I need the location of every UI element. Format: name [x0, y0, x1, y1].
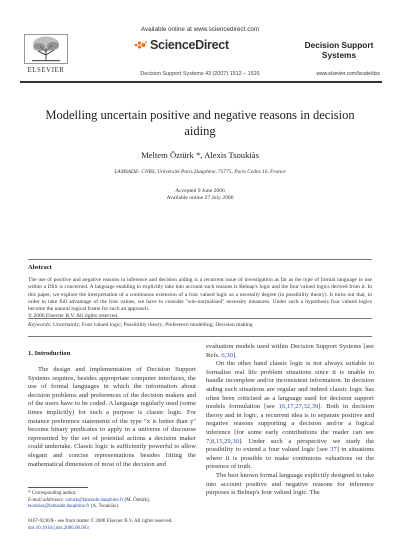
keywords-rule — [28, 336, 372, 337]
citation-link[interactable]: 37 — [330, 446, 337, 454]
sciencedirect-mark-icon — [134, 40, 147, 50]
email-link-1[interactable]: ozturk@lamsade.dauphine.fr — [65, 497, 124, 503]
keywords-label: Keywords: — [28, 322, 52, 328]
online-date: Available online 27 July 2006 — [166, 195, 234, 202]
right-paragraph-1: evaluation models used within Decision Support Systems [see Refs. 6,30]. — [206, 343, 374, 359]
issn-line: 0167-9236/$ - see front matter © 2006 Elsevier B.V. All rights reserved. — [28, 519, 173, 524]
article-dates — [100, 188, 300, 203]
abstract-body — [28, 277, 372, 321]
journal-name — [303, 41, 375, 61]
doi-link[interactable]: doi:10.1016/j.dss.2006.06.003 — [28, 525, 89, 531]
platform-name: ScienceDirect — [150, 38, 229, 52]
journal-url[interactable]: www.elsevier.com/locate/dss — [316, 71, 380, 77]
footnote — [28, 491, 228, 511]
section-heading: 1. Introduction — [28, 350, 71, 357]
email-name-1: (M. Öztürk), — [124, 497, 150, 503]
author-affiliation: LAMSADE- CNRS, Université Paris Dauphine, 75775, Paris Cedex 16, France — [114, 169, 286, 175]
abstract-heading: Abstract — [28, 264, 52, 271]
corresponding-author-note: * Corresponding author. — [28, 491, 77, 496]
article-title: Modelling uncertain positive and negative reasons in decision aiding — [45, 108, 355, 138]
email-label: E-mail addresses: — [28, 497, 65, 503]
keywords — [28, 322, 372, 328]
accepted-date: Accepted 9 June 2006 — [175, 188, 225, 194]
journal-name-line2: Systems — [321, 49, 357, 60]
email-name-2: (A. Tsoukiàs). — [90, 504, 120, 509]
abstract-top-rule — [28, 259, 372, 260]
citation-link[interactable]: 7,8,15,29,30 — [206, 437, 239, 445]
right-paragraph-3: The best known formal language explicitly designed to take into account positive and negative reasons for inference purposes is Belnap's four valued logic. The — [206, 471, 374, 497]
abstract-text: The use of positive and negative reasons in inference and decision aiding is a recurrent issue of investigation as far as the type of formal language to use within a DSS is concerned. A language enabling to explicitly take into account such reasons is Belnap's logic and the four valued logics derived from it. In this paper, we explore the interpretation of a continuous extension of a four valued logic as a necessity degree (in possibility theory). It turns out that, in order to take full advantage of the four values, we have to consider "sub-normalised" necessity measures. Under such a hypothesis four valued logics become the natural logical frame for such an approach. — [28, 277, 372, 313]
journal-name-line1: Decision Support — [304, 40, 374, 50]
elsevier-tree-icon — [24, 34, 68, 64]
abstract-bottom-rule — [28, 318, 372, 319]
keywords-list: Uncertainty; Four valued logic; Possibility theory; Preference modelling; Decision making — [53, 322, 253, 328]
citation-link[interactable]: 6,30 — [221, 351, 233, 359]
right-column — [206, 343, 374, 498]
publisher-name: ELSEVIER — [27, 67, 65, 74]
left-column-text: The design and implementation of Decision Support Systems requires, besides appropriate computer interfaces, the use of formal languages in which the information about decision problems and preferences of the decision makers and of the users have to be coded. A language regularly used (some times implicitly) for such a purpose is classic logic. For instance preference statements of the type "x is better than y" become binary predicates to apply in a universe of discourse represented by the set of potential actions a decision maker could undertake. Classic logic is sufficiently powerful to allow elegant and concise representations besides fitting the mathematical dimension of most of the decision and — [28, 366, 196, 468]
footnote-rule — [28, 487, 88, 488]
citation-link[interactable]: 16,17,27,32,39 — [278, 403, 319, 411]
masthead-rule — [20, 81, 382, 83]
abstract-copyright: © 2006 Elsevier B.V. All rights reserved. — [28, 313, 119, 320]
right-paragraph-2: On the other hand classic logic is not always suitable to formalise real life problem situations since it is unable to handle incomplete and/or inconsistent information. In decision aiding such situations are regular and indeed classic logic has often been criticised as a language used for decision support models formulation [see 16,17,27,32,39]. Both in decision theory and in logic, a recurrent idea is to separate positive and negative reasons supporting a decision and/or a logical inference [for some early contributions the reader can see 7,8,15,29,30]. Under such a perspective we study the possibility to extend a four valued logic [see 37] in situations where it is possible to make continuous valuations on the presence of truth. — [206, 360, 374, 471]
journal-reference: Decision Support Systems 43 (2007) 1512 – 1526 — [140, 71, 260, 77]
article-authors: Meltem Öztürk *, Alexis Tsoukiàs — [141, 150, 259, 160]
email-link-2[interactable]: tsoukias@lamsade.dauphine.fr — [28, 504, 90, 509]
sciencedirect-logo — [134, 38, 229, 52]
availability-note: Available online at www.sciencedirect.com — [140, 26, 260, 33]
email-line-2 — [28, 504, 228, 511]
bottom-notes — [28, 519, 248, 532]
